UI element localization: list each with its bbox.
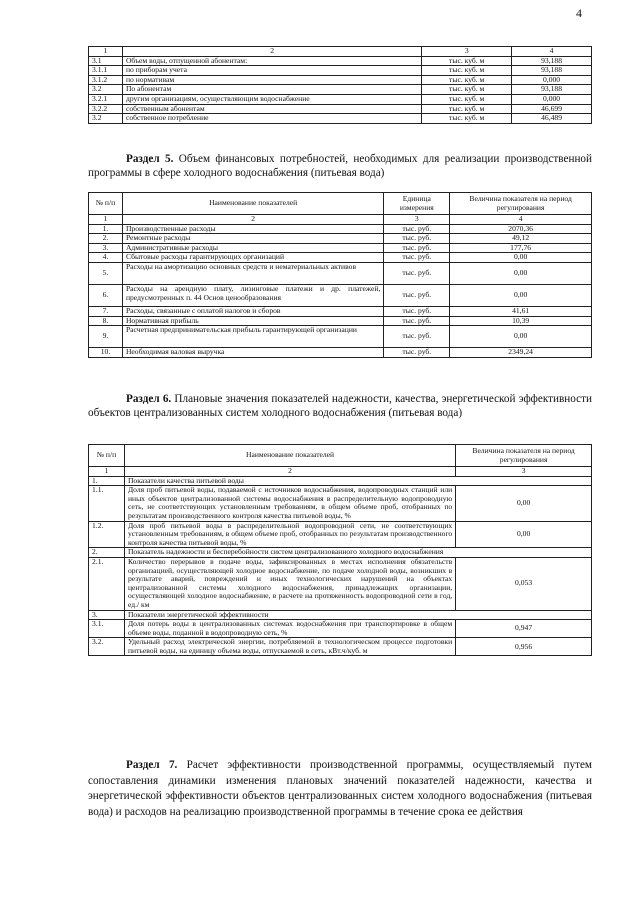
row-number: 4. (89, 253, 123, 263)
table-header-row (89, 193, 592, 215)
row-value: 0,00 (456, 521, 592, 548)
row-name: Административные расходы (122, 243, 383, 253)
row-unit: тыс. руб. (384, 243, 450, 253)
row-number: 1. (89, 224, 123, 234)
row-number: 3.1 (89, 56, 123, 66)
row-value: 0,956 (456, 638, 592, 656)
row-value: 93,188 (512, 56, 592, 66)
row-name: по приборам учета (122, 66, 421, 76)
table-row (89, 638, 592, 656)
table-row (89, 486, 592, 521)
row-number: 2. (89, 548, 125, 558)
group-row (89, 548, 592, 558)
row-name: По абонентам (122, 85, 421, 95)
row-number: 1.2. (89, 521, 125, 548)
row-number: 1.1. (89, 486, 125, 521)
row-name: Сбытовые расходы гарантирующих организаций (122, 253, 383, 263)
row-number: 9. (89, 326, 123, 348)
row-name: собственным абонентам (122, 104, 421, 114)
row-name: Нормативная прибыль (122, 316, 383, 326)
table-header-row (89, 445, 592, 467)
group-name: Показатели качества питьевой воды (124, 476, 591, 486)
column-number: 2 (122, 215, 383, 225)
row-name: Объем воды, отпущенной абонентам: (122, 56, 421, 66)
volume-table (88, 46, 592, 124)
row-name: Необходимая валовая выручка (122, 348, 383, 358)
row-number: 3.1.2 (89, 75, 123, 85)
section-5-heading (88, 152, 592, 180)
table-row (89, 521, 592, 548)
row-unit: тыс. куб. м (422, 94, 512, 104)
row-number: 7. (89, 306, 123, 316)
row-unit: тыс. руб. (384, 326, 450, 348)
row-number: 1. (89, 476, 125, 486)
row-value: 0,00 (450, 326, 592, 348)
row-unit: тыс. руб. (384, 316, 450, 326)
row-value: 49,12 (450, 234, 592, 244)
column-number: 1 (89, 215, 123, 225)
table-header-row (89, 47, 592, 57)
row-number: 3.1.1 (89, 66, 123, 76)
table-row (89, 306, 592, 316)
row-name: Доля потерь воды в централизованных системах водоснабжения при транспортировке в общем объеме воды, поданной в водопроводную сеть, % (124, 620, 455, 638)
row-value: 0,00 (450, 253, 592, 263)
financial-table (88, 192, 592, 358)
column-numbers-row (89, 467, 592, 477)
column-number: 2 (124, 467, 455, 477)
column-number: 3 (456, 467, 592, 477)
row-name: Расходы на амортизацию основных средств и нематериальных активов (122, 262, 383, 284)
row-name: другим организациям, осуществляющим водоснабжение (122, 94, 421, 104)
row-number: 2. (89, 234, 123, 244)
row-name: Расчетная предпринимательская прибыль гарантирующей организации (122, 326, 383, 348)
row-value: 93,188 (512, 66, 592, 76)
row-unit: тыс. куб. м (422, 85, 512, 95)
row-name: Количество перерывов в подаче воды, зафиксированных в местах исполнения обязательств организацией, осуществляющей холодное водоснабжение, по подаче холодной воды, возникших в результате аварий, повреждений и иных технологических нарушений на объектах централизованной системы холодного водоснабжения, принадлежащих организации, осуществляющей холодное водоснабжение, в расчете на протяженность водопроводной сети в год, ед./ км (124, 557, 455, 610)
header-name: Наименование показателей (122, 193, 383, 215)
section-6-title: Плановые значения показателей надежности, качества, энергетической эффективности объектов централизованных систем холодного водоснабжения (питьевая вода) (88, 393, 592, 419)
table-row (89, 234, 592, 244)
row-unit: тыс. руб. (384, 284, 450, 306)
row-number: 3.1. (89, 620, 125, 638)
row-value: 10,39 (450, 316, 592, 326)
row-value: 0,00 (450, 262, 592, 284)
row-unit: тыс. руб. (384, 306, 450, 316)
row-unit: тыс. руб. (384, 262, 450, 284)
header-number: № п/п (89, 193, 123, 215)
group-name: Показатель надежности и бесперебойности систем централизованного холодного водоснабжения (124, 548, 591, 558)
row-number: 3.2.1 (89, 94, 123, 104)
column-number: 3 (384, 215, 450, 225)
row-unit: тыс. куб. м (422, 75, 512, 85)
group-name: Показатели энергетической эффективности (124, 610, 591, 620)
section-6-heading (88, 392, 592, 420)
row-value: 0,947 (456, 620, 592, 638)
row-name: Расходы, связанные с оплатой налогов и сборов (122, 306, 383, 316)
row-number: 3.2. (89, 638, 125, 656)
header-value: Величина показателя на период регулирования (456, 445, 592, 467)
row-number: 3.2.2 (89, 104, 123, 114)
quality-indicators-table (88, 444, 592, 656)
column-number: 1 (89, 467, 125, 477)
row-value: 177,76 (450, 243, 592, 253)
header-unit: Единица измерения (384, 193, 450, 215)
column-numbers-row (89, 215, 592, 225)
page-number: 4 (576, 6, 582, 20)
row-number: 3.2 (89, 114, 123, 124)
row-unit: тыс. куб. м (422, 56, 512, 66)
column-number: 4 (450, 215, 592, 225)
header-cell: 3 (422, 47, 512, 57)
row-value: 0,000 (512, 75, 592, 85)
header-cell: 4 (512, 47, 592, 57)
table-row (89, 94, 592, 104)
row-name: Расходы на арендную плату, лизинговые платежи и др. платежей, предусмотренных п. 44 Основ ценообразования (122, 284, 383, 306)
section-7-heading (88, 758, 592, 820)
row-number: 3. (89, 610, 125, 620)
row-number: 3. (89, 243, 123, 253)
row-unit: тыс. руб. (384, 348, 450, 358)
row-value: 0,00 (450, 284, 592, 306)
table-row (89, 284, 592, 306)
row-number: 6. (89, 284, 123, 306)
row-name: по нормативам (122, 75, 421, 85)
row-value: 46,699 (512, 104, 592, 114)
row-value: 2349,24 (450, 348, 592, 358)
section-6-label: Раздел 6. (126, 393, 172, 405)
row-name: Доля проб питьевой воды, подаваемой с источников водоснабжения, водопроводных станций или иных объектов централизованной системы водоснабжения в распределительную водопроводную сеть, не соответствующих установленным требованиям, в общем объеме проб, отобранных по результатам производственного контроля качества питьевой воды, % (124, 486, 455, 521)
table-row (89, 620, 592, 638)
row-unit: тыс. руб. (384, 234, 450, 244)
section-5-label: Раздел 5. (126, 153, 174, 165)
row-value: 0,000 (512, 94, 592, 104)
row-name: собственное потребление (122, 114, 421, 124)
row-value: 93,188 (512, 85, 592, 95)
table-row (89, 262, 592, 284)
section-7-title: Расчет эффективности производственной программы, осуществляемый путем сопоставления динамики изменения плановых значений показателей надежности, качества и энергетической эффективности объектов централизованных систем холодного водоснабжения (питьевая вода) и расходов на реализацию производственной программы в течение срока ее действия (88, 759, 593, 818)
row-value: 2070,36 (450, 224, 592, 234)
row-unit: тыс. куб. м (422, 104, 512, 114)
header-cell: 1 (89, 47, 123, 57)
row-number: 2.1. (89, 557, 125, 610)
row-name: Удельный расход электрической энергии, потребляемой в технологическом процессе подготовки питьевой воды, на единицу объема воды, отпускаемой в сеть, кВт.ч/куб. м (124, 638, 455, 656)
row-value: 46,489 (512, 114, 592, 124)
header-name: Наименование показателей (124, 445, 455, 467)
section-5-title: Объем финансовых потребностей, необходимых для реализации производственной программы в сфере холодного водоснабжения (питьевая вода) (88, 153, 593, 179)
header-value: Величина показателя на период регулирования (450, 193, 592, 215)
header-cell: 2 (122, 47, 421, 57)
row-unit: тыс. руб. (384, 224, 450, 234)
row-number: 5. (89, 262, 123, 284)
section-7-label: Раздел 7. (126, 759, 178, 771)
row-number: 3.2 (89, 85, 123, 95)
table-row (89, 66, 592, 76)
row-unit: тыс. руб. (384, 253, 450, 263)
header-number: № п/п (89, 445, 125, 467)
row-value: 0,053 (456, 557, 592, 610)
row-number: 8. (89, 316, 123, 326)
row-value: 41,61 (450, 306, 592, 316)
row-number: 10. (89, 348, 123, 358)
row-unit: тыс. куб. м (422, 66, 512, 76)
row-unit: тыс. куб. м (422, 114, 512, 124)
row-name: Производственные расходы (122, 224, 383, 234)
row-name: Доля проб питьевой воды в распределительной водопроводной сети, не соответствующих установленным требованиям, в общем объеме проб, отобранных по результатам производственного контроля качества питьевой воды, % (124, 521, 455, 548)
table-row (89, 348, 592, 358)
table-row (89, 326, 592, 348)
row-value: 0,00 (456, 486, 592, 521)
row-name: Ремонтные расходы (122, 234, 383, 244)
table-row (89, 114, 592, 124)
table-row (89, 557, 592, 610)
